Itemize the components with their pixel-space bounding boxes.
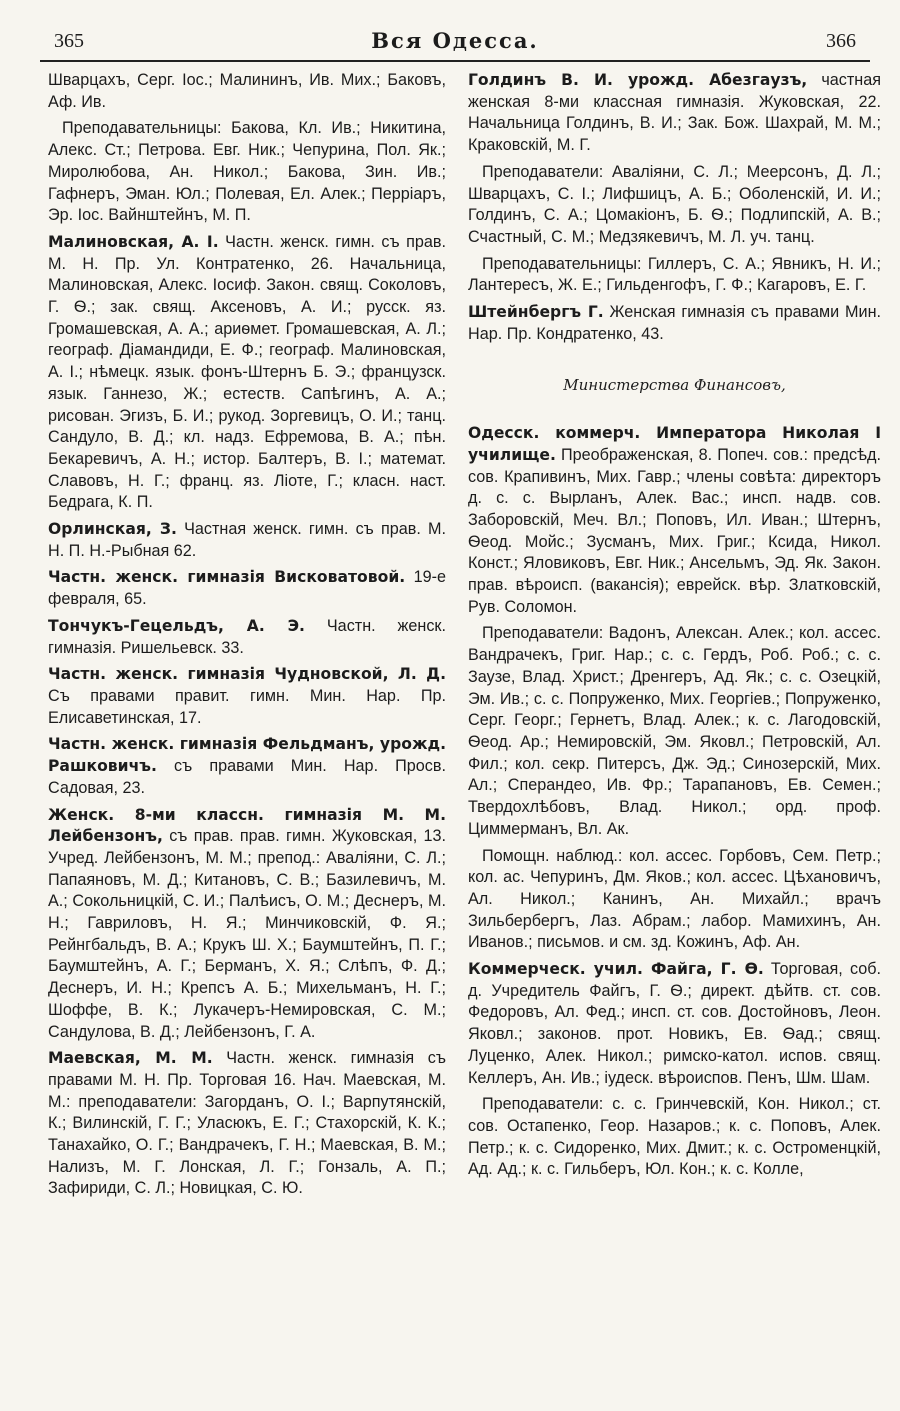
entry bbox=[48, 664, 446, 729]
entry-title: Частн. женск. гимназія Фельдманъ, урожд. Рашковичъ. bbox=[48, 735, 446, 776]
left-column bbox=[48, 70, 446, 1205]
entry-text: Частная женск. гимн. съ прав. М. Н. П. Н.-Рыбная 62. bbox=[48, 520, 446, 560]
running-title: Вся Одесса. bbox=[371, 28, 539, 53]
entry-text: Частн. женск. гимн. съ прав. М. Н. Пр. Ул. Контратенко, 26. Начальница, Малиновская, Алекс. Іосиф. Закон. свящ. Соколовъ, Г. Ѳ.; зак. свящ. Аксеновъ, А. И.; русск. яз. Громашевская, А. А.; ариѳмет. Громашевская, А. Л.; географ. Діамандиди, Е. Ф.; географ. Малиновская, А. І.; нѣмецк. язык. фонъ-Штернъ Б. Э.; французск. язык. Ганнезо, Ж.; естеств. Сапѣгинъ, А. А.; рисован. Эгизъ, Б. И.; рукод. Зоргевицъ, О. И.; танц. Сандуло, В. Д.; кл. надз. Ефремова, В. А.; пѣн. Бекаревичъ, А. Н.; истор. Балтеръ, В. І.; математ. Славовъ, Н. Г.; франц. яз. Ліоте, Г.; класн. наст. Бедрага, К. П. bbox=[48, 232, 446, 512]
entry-title: Малиновская, А. І. bbox=[48, 232, 219, 251]
entry-title: Тончукъ-Гецельдъ, А. Э. bbox=[48, 616, 305, 635]
entry-title: Голдинъ В. И. урожд. Абезгаузъ, bbox=[468, 71, 808, 89]
entry bbox=[48, 232, 446, 514]
left-page-number: 365 bbox=[54, 30, 84, 52]
entry bbox=[48, 519, 446, 562]
entry bbox=[48, 70, 446, 113]
entry-title: Частн. женск. гимназія Висковатовой. bbox=[48, 568, 406, 587]
entry bbox=[48, 118, 446, 227]
entry-text: Преподаватели: с. с. Гринчевскій, Кон. Никол.; ст. сов. Остапенко, Геор. Назаров.; к. с. Поповъ, Алек. Петр.; к. с. Сидоренко, Мих. Дмит.; к. с. Остроменцкій, Ад. Ад.; к. с. Гильберъ, Юл. Кон.; к. с. Колле, bbox=[468, 1095, 881, 1179]
entry bbox=[468, 623, 881, 840]
entry-title: Одесск. коммерч. Императора Николая І училище. bbox=[468, 424, 881, 464]
entry-title: Орлинская, З. bbox=[48, 520, 177, 539]
entry bbox=[468, 1094, 881, 1181]
section-heading-text: Министерства Финансовъ, bbox=[563, 376, 786, 395]
entry-text: Съ правами правит. гимн. Мин. Нар. Пр. Елисаветинская, 17. bbox=[48, 686, 446, 727]
entry bbox=[468, 959, 881, 1089]
entry bbox=[48, 1048, 446, 1200]
entry-text: Женская гимназія съ правами Мин. Нар. Пр. Кондратенко, 43. bbox=[468, 303, 882, 343]
entry-title: Маевская, М. М. bbox=[48, 1049, 213, 1068]
entry-text: Преображенская, 8. Попеч. сов.: предсѣд. сов. Крапивинъ, Мих. Гавр.; члены совѣта: директоръ д. с. с. Вырланъ, Алек. Вас.; инсп. надв. сов. Заборовскій, Меч. Вл.; Поповъ, Ил. Иван.; Штернъ, Ѳеод. Мойс.; Зусманъ, Мих. Григ.; Ксида, Никол. Конст.; Яловиковъ, Евг. Ник.; Ансельмъ, Эд. Як. Закон. прав. вѣроисп. (вакансія); еврейск. вѣр. Златковскій, Рув. Соломон. bbox=[468, 445, 881, 616]
entry bbox=[468, 846, 881, 955]
entry-text: съ прав. прав. гимн. Жуковская, 13. Учред. Лейбензонъ, М. М.; препод.: Аваліяни, С. Л.; Папаяновъ, М. Д.; Китановъ, С. В.; Базилевичъ, М. А.; Сокольницкій, С. И.; Палѣисъ, О. М.; Деснеръ, М. Н.; Гавриловъ, Н. Я.; Минчиковскій, Ф. Я.; Рейнгбальдъ, В. А.; Крукъ Ш. Х.; Баумштейнъ, П. Г.; Баумштейнъ, А. Г.; Берманъ, Х. Я.; Слѣпъ, Ф. Д.; Деснеръ, И. Н.; Крепсъ А. Б.; Михельманъ, Н. Г.; Шоффе, В. К.; Лукачеръ-Немировская, С. М.; Сандулова, В. Д.; Лейбензонъ, Г. А. bbox=[48, 827, 446, 1041]
entry-text: Торговая, соб. д. Учредитель Файгъ, Г. Ѳ.; директ. дѣйтв. ст. сов. Федоровъ, Ал. Фед.; инсп. ст. сов. Достойновъ, Леон. Яковл.; законов. прот. Новикъ, Ев. Ѳад.; свящ. Луценко, Алек. Никол.; римско-катол. испов. свящ. Келлеръ, Ан. Ив.; іудеск. вѣроиспов. Пенъ, Шм. Шам. bbox=[468, 960, 881, 1087]
entry-text: частная женская 8-ми классная гимназія. Жуковская, 22. Начальница Голдинъ, В. И.; Зак. Бож. Шахрай, М. М.; Краковскій, М. Г. bbox=[468, 71, 881, 155]
entry-text: Преподавательницы: Бакова, Кл. Ив.; Никитина, Алекс. Ст.; Петрова. Евг. Ник.; Чепурина, Пол. Як.; Миролюбова, Ан. Никол.; Бакова, Зин. Ив.; Гафнеръ, Эман. Юл.; Полевая, Ел. Алек.; Перріаръ, Эр. Іос. Вайнштейнъ, М. П. bbox=[48, 119, 446, 225]
entry-text: Преподаватели: Вадонъ, Алексан. Алек.; кол. ассес. Вандрачекъ, Григ. Нар.; с. с. Гердъ, Роб. Роб.; с. с. Заузе, Влад. Христ.; Дренгеръ, Ад. Як.; с. с. Озецкій, Эм. Ив.; с. с. Попруженко, Мих. Георгіев.; Попруженко, Серг. Георг.; Гернетъ, Влад. Алек.; к. с. Лагодовскій, Ѳеод. Ар.; Немировскій, Эм. Яковл.; Петровскій, Ал. Фил.; кол. секр. Питерсъ, Дж. Эд.; Синозерскій, Мих. Ал.; Сперандео, Ив. Фр.; Тарапановъ, Ев. Семен.; Твердохлѣбовъ, Влад. Никол.; орд. проф. Циммерманъ, Вл. Ак. bbox=[468, 624, 881, 838]
entry bbox=[48, 567, 446, 610]
entry-text: Помощн. наблюд.: кол. ассес. Горбовъ, Сем. Петр.; кол. ас. Чепуринъ, Дм. Яков.; кол. ассес. Цѣхановичъ, Ал. Никол.; Канинъ, Ан. Михайл.; врачъ Зильбербергъ, Лаз. Абрам.; лабор. Мамихинъ, Ан. Иванов.; письмов. и см. зд. Кожинъ, Аф. Ан. bbox=[468, 846, 881, 952]
entry-text: Шварцахъ, Серг. Іос.; Малининъ, Ив. Мих.; Баковъ, Аф. Ив. bbox=[48, 71, 446, 111]
entry-title: Штейнбергъ Г. bbox=[468, 303, 604, 322]
section-heading bbox=[468, 375, 881, 397]
entry-text: Частн. женск. гимназія. Ришельевск. 33. bbox=[48, 616, 446, 657]
entry-text: Преподавательницы: Гиллеръ, С. А.; Явникъ, Н. И.; Лантересъ, Ж. Е.; Гильденгофъ, Г. Ф.; Кагаровъ, Е. Г. bbox=[468, 254, 881, 295]
entry-text: Преподаватели: Аваліяни, С. Л.; Меерсонъ, Д. Л.; Шварцахъ, С. І.; Лифшицъ, А. Б.; Оболенскій, И. И.; Голдинъ, С. А.; Цомакіонъ, Б. Ѳ.; Подлипскій, А. В.; Счастный, С. М.; Медзякевичъ, М. Л. уч. танц. bbox=[468, 162, 881, 246]
entry-text: съ правами Мин. Нар. Просв. Садовая, 23. bbox=[48, 757, 446, 797]
entry bbox=[48, 734, 446, 799]
entry bbox=[48, 616, 446, 659]
entry bbox=[48, 805, 446, 1044]
entry-text: 19-е февраля, 65. bbox=[48, 568, 446, 609]
right-column bbox=[468, 70, 881, 1186]
entry bbox=[468, 70, 881, 157]
right-page-number: 366 bbox=[826, 30, 856, 52]
entry bbox=[468, 302, 881, 345]
entry-title: Коммерческ. учил. Файга, Г. Ѳ. bbox=[468, 960, 764, 979]
entry-title: Женск. 8-ми классн. гимназія М. М. Лейбензонъ, bbox=[48, 805, 446, 846]
page-header bbox=[40, 28, 870, 62]
entry bbox=[468, 254, 881, 297]
entry-text: Частн. женск. гимназія съ правами М. Н. Пр. Торговая 16. Нач. Маевская, М. М.: преподаватели: Загорданъ, О. І.; Варпутянскій, К.; Вилинскій, Г. Г.; Уласюкъ, Е. Г.; Стахорскій, К. К.; Танахайко, О. Г.; Вандрачекъ, Г. Н.; Маевская, В. М.; Нализъ, М. Г. Лонская, Л. Г.; Гонзаль, А. П.; Зафириди, С. Л.; Новицкая, С. Ю. bbox=[48, 1049, 446, 1198]
entry bbox=[468, 423, 881, 618]
entry-title: Частн. женск. гимназія Чудновской, Л. Д. bbox=[48, 665, 446, 684]
entry bbox=[468, 162, 881, 249]
